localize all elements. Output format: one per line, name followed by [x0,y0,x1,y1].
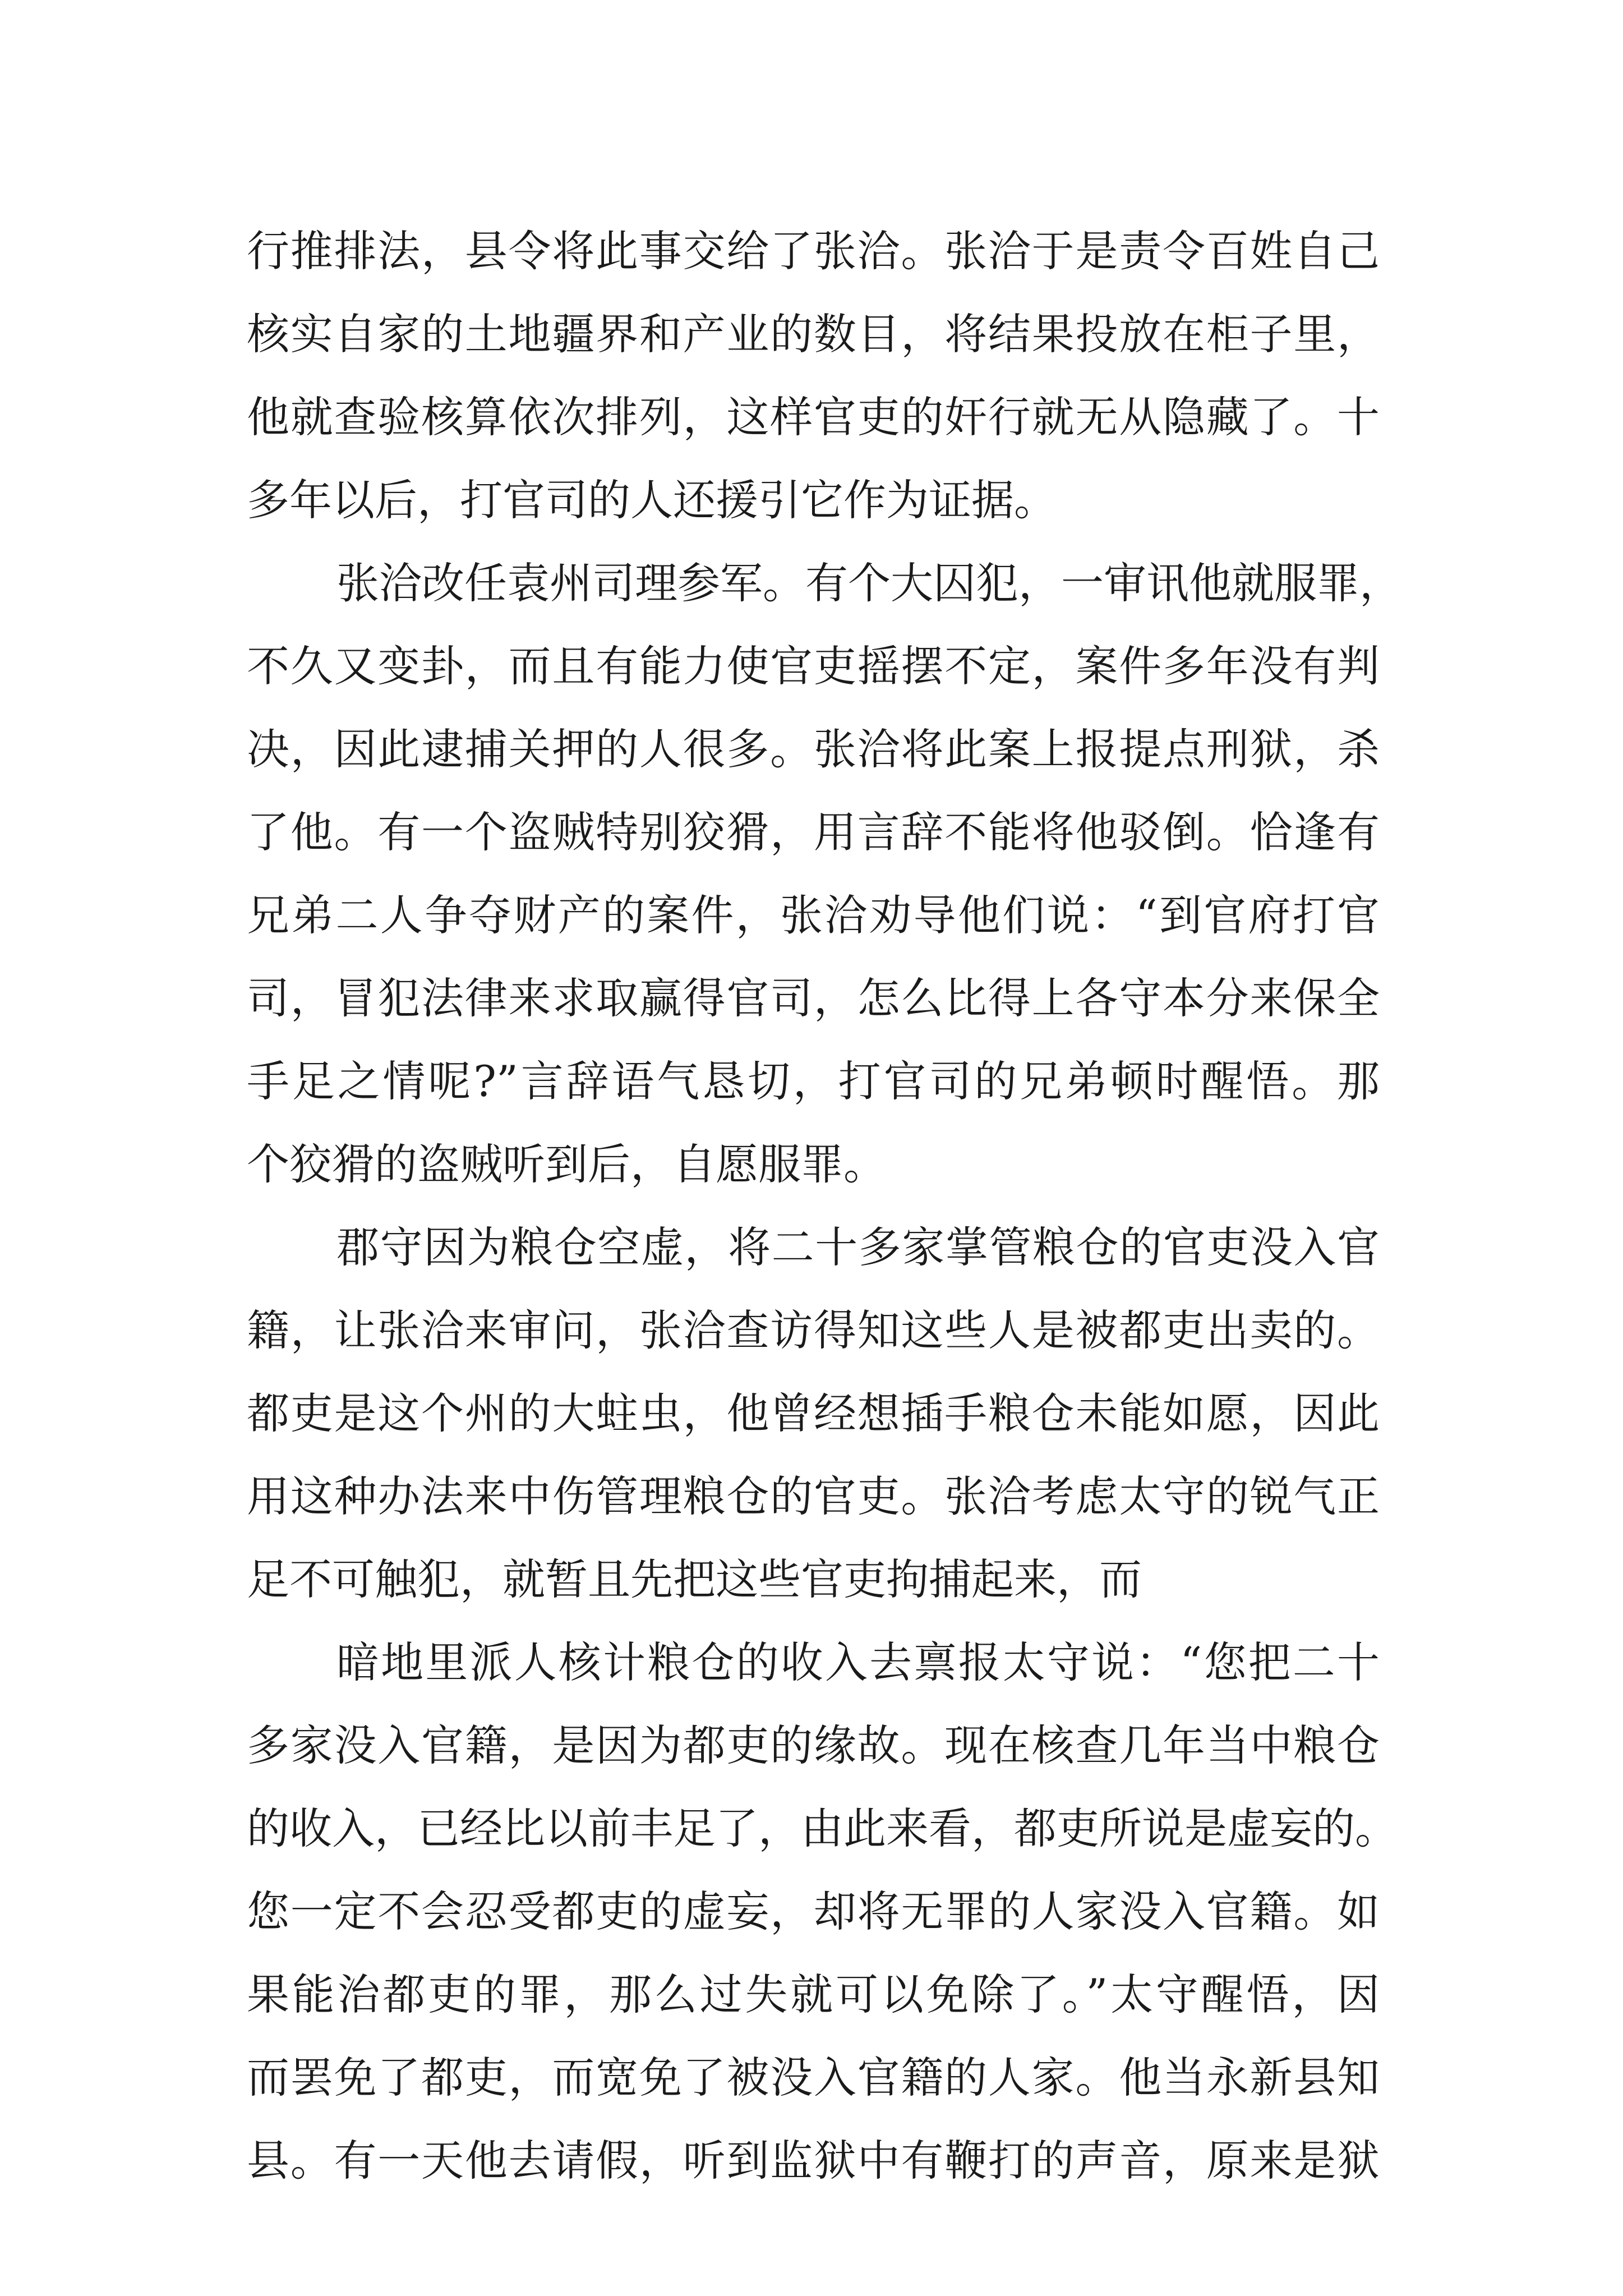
text-line: 您一定不会忍受都吏的虚妄，却将无罪的人家没入官籍。如 [247,1887,1380,1936]
text-line: 用这种办法来中伤管理粮仓的官吏。张洽考虑太守的锐气正 [247,1471,1380,1521]
text-line: 他就查验核算依次排列，这样官吏的奸行就无从隐藏了。十 [247,392,1380,442]
text-line: 都吏是这个州的大蛀虫，他曾经想插手粮仓未能如愿，因此 [247,1388,1380,1438]
text-line: 暗地里派人核计粮仓的收入去禀报太守说：“您把二十 [336,1637,1380,1687]
text-line: 了他。有一个盗贼特别狡猾，用言辞不能将他驳倒。恰逢有 [247,807,1380,857]
text-line: 郡守因为粮仓空虚，将二十多家掌管粮仓的官吏没入官 [336,1222,1380,1272]
text-line: 果能治都吏的罪，那么过失就可以免除了。”太守醒悟，因 [247,1970,1380,2019]
text-line: 兄弟二人争夺财产的案件，张洽劝导他们说：“到官府打官 [247,890,1380,940]
text-line: 司，冒犯法律来求取赢得官司，怎么比得上各守本分来保全 [247,973,1380,1023]
text-line: 籍，让张洽来审问，张洽查访得知这些人是被都吏出卖的。 [247,1305,1380,1355]
text-line: 多年以后，打官司的人还援引它作为证据。 [247,475,1057,525]
text-line: 多家没入官籍，是因为都吏的缘故。现在核查几年当中粮仓 [247,1720,1380,1770]
text-line: 手足之情呢?”言辞语气恳切，打官司的兄弟顿时醒悟。那 [247,1056,1380,1106]
text-line: 县。有一天他去请假，听到监狱中有鞭打的声音，原来是狱 [247,2136,1380,2185]
text-line: 个狡猾的盗贼听到后，自愿服罪。 [247,1139,886,1189]
document-body [247,210,1402,2202]
text-line: 张洽改任袁州司理参军。有个大囚犯，一审讯他就服罪， [336,558,1402,608]
text-line: 的收入，已经比以前丰足了，由此来看，都吏所说是虚妄的。 [247,1803,1398,1853]
text-line: 足不可触犯，就暂且先把这些官吏拘捕起来，而 [247,1554,1142,1604]
text-line: 而罢免了都吏，而宽免了被没入官籍的人家。他当永新县知 [247,2053,1380,2102]
text-line: 行推排法，县令将此事交给了张洽。张洽于是责令百姓自己 [247,226,1380,276]
text-line: 不久又变卦，而且有能力使官吏摇摆不定，案件多年没有判 [247,641,1380,691]
text-line: 决，因此逮捕关押的人很多。张洽将此案上报提点刑狱，杀 [247,724,1380,774]
text-line: 核实自家的土地疆界和产业的数目，将结果投放在柜子里， [247,309,1380,359]
